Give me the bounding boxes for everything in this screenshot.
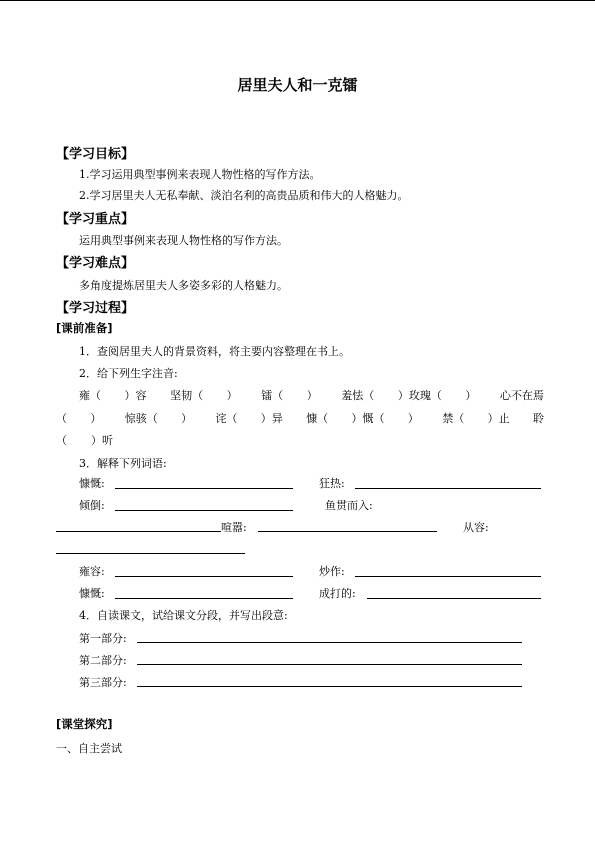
phonetic-item: 坚韧（ (170, 389, 204, 402)
vocab-answer-line[interactable] (355, 576, 541, 577)
phonetic-item: 镭（ (261, 389, 284, 402)
key-points-heading: 【学习重点】 (56, 212, 135, 227)
phonetic-item: ）异 (260, 412, 283, 425)
phonetic-item: （ (56, 434, 67, 447)
vocab-label: 慷慨: (79, 477, 105, 490)
explore-item-1: 一、自主尝试 (56, 742, 122, 755)
vocab-answer-line[interactable] (56, 553, 245, 554)
phonetic-item: 惊骇（ (124, 412, 158, 425)
phonetic-item: ）止 (487, 412, 510, 425)
vocab-label: 成打的: (319, 587, 356, 600)
phonetic-item: ） (90, 412, 102, 425)
vocab-answer-line[interactable] (115, 576, 293, 577)
phonetic-item: ） (226, 389, 238, 402)
phonetic-item: ） (306, 389, 318, 402)
phonetic-item: （ (56, 412, 67, 425)
part-answer-line[interactable] (137, 686, 522, 687)
phonetic-row-2 (56, 410, 544, 426)
part-answer-line[interactable] (137, 642, 522, 643)
part-label: 第三部分: (79, 676, 127, 689)
vocab-answer-line[interactable] (367, 598, 541, 599)
phonetic-item: ）玫瑰（ (397, 389, 442, 402)
prep-task-1: 1．查阅居里夫人的背景资料，将主要内容整理在书上。 (79, 345, 350, 358)
key-points-text: 运用典型事例来表现人物性格的写作方法。 (79, 234, 288, 247)
part-label: 第一部分: (79, 632, 127, 645)
prep-heading: [课前准备] (56, 321, 113, 335)
phonetic-item: 禁（ (442, 412, 465, 425)
objective-2: 2.学习居里夫人无私奉献、淡泊名利的高贵品质和伟大的人格魅力。 (79, 189, 409, 202)
vocab-label: 倾倒: (79, 499, 105, 512)
vocab-answer-line[interactable] (56, 531, 221, 532)
vocab-answer-line[interactable] (115, 488, 293, 489)
phonetic-item: 雍（ (79, 389, 101, 402)
phonetic-item: ） (181, 412, 193, 425)
page-title: 居里夫人和一克镭 (237, 76, 358, 94)
vocab-answer-line[interactable] (115, 598, 293, 599)
part-label: 第二部分: (79, 654, 127, 667)
vocab-label: 炒作: (319, 565, 345, 578)
difficulty-heading: 【学习难点】 (56, 256, 135, 271)
vocab-label: 雍容: (79, 565, 105, 578)
process-heading: 【学习过程】 (56, 301, 135, 316)
phonetic-item: 心不在焉 (499, 389, 544, 402)
vocab-label: 从容: (463, 521, 489, 534)
vocab-answer-line[interactable] (115, 510, 293, 511)
objective-1: 1.学习运用典型事例来表现人物性格的写作方法。 (79, 168, 321, 181)
phonetic-row-3 (56, 432, 113, 448)
vocab-label: 狂热: (319, 477, 345, 490)
top-border-line (0, 0, 595, 1)
part-answer-line[interactable] (137, 664, 522, 665)
phonetic-item: ）慨（ (351, 412, 385, 425)
phonetic-item: ）容 (124, 389, 147, 402)
difficulty-text: 多角度提炼居里夫人多姿多彩的人格魅力。 (79, 279, 288, 292)
phonetic-row-1 (79, 387, 544, 403)
phonetic-item: ）听 (91, 434, 113, 447)
vocab-answer-line[interactable] (355, 488, 541, 489)
explore-heading: [课堂探究] (56, 717, 113, 731)
phonetic-item: ） (407, 412, 419, 425)
phonetic-item: 聆 (532, 412, 544, 425)
prep-task-3: 3．解释下列词语: (79, 457, 167, 470)
vocab-label: 鱼贯而入: (325, 499, 373, 512)
phonetic-item: 慷（ (306, 412, 329, 425)
vocab-answer-line[interactable] (258, 531, 437, 532)
phonetic-item: 诧（ (215, 412, 238, 425)
prep-task-4: 4．自读课文，试给课文分段，并写出段意: (79, 609, 288, 622)
vocab-label: 慷慨: (79, 587, 105, 600)
vocab-label: 喧嚣: (221, 521, 247, 534)
phonetic-item: ） (465, 389, 477, 402)
prep-task-2: 2．给下列生字注音: (79, 367, 178, 380)
objectives-heading: 【学习目标】 (56, 147, 135, 162)
phonetic-item: 羞怯（ (341, 389, 375, 402)
